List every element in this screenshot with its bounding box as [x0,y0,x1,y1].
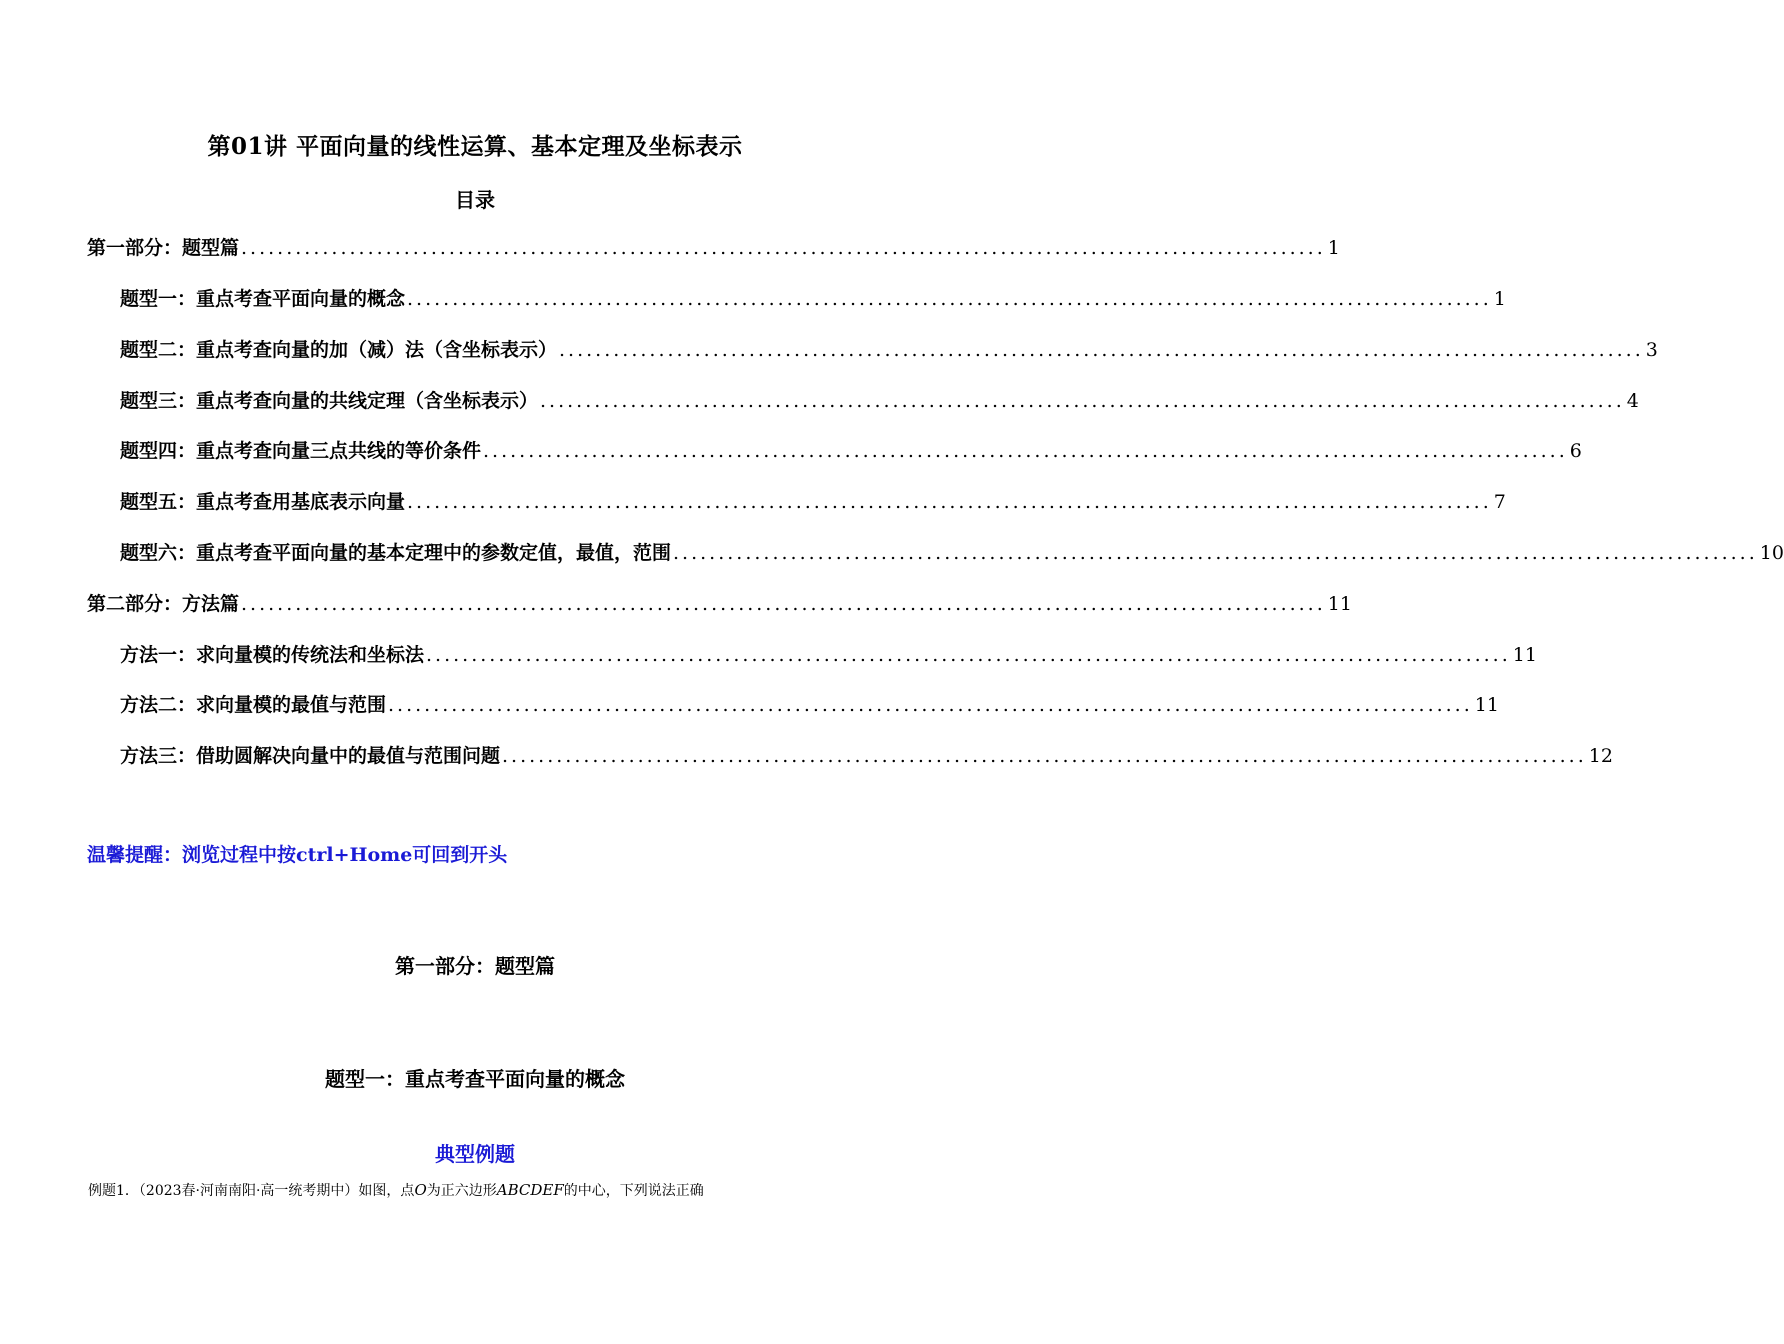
toc-leader-dots: ........................................................................................................................ [483,440,1568,462]
toc-entry-label: 题型六：重点考查平面向量的基本定理中的参数定值，最值，范围 [120,542,672,564]
example-1-text [88,1180,868,1200]
toc-entry-label: 题型一：重点考查平面向量的概念 [120,288,406,310]
toc-entry-page: 3 [1645,339,1658,361]
toc-entry-page: 4 [1626,390,1639,412]
toc-entry-label: 方法三：借助圆解决向量中的最值与范围问题 [120,745,501,767]
toc-entry-label: 第一部分：题型篇 [87,237,240,259]
toc-entry-label: 题型五：重点考查用基底表示向量 [120,491,406,513]
toc-entry-label: 题型三：重点考查向量的共线定理（含坐标表示） [120,390,539,412]
typical-examples-heading: 典型例题 [435,1142,515,1166]
example-prefix: 例题1．（2023春·河南南阳·高一统考期中）如图，点 [88,1183,415,1199]
navigation-tip: 温馨提醒：浏览过程中按ctrl+Home可回到开头 [87,844,508,866]
toc-entry-type-1[interactable] [120,284,1506,314]
toc-entry-part-two[interactable] [87,589,1352,619]
toc-leader-dots: ........................................................................................................................ [407,491,1492,513]
toc-entry-type-4[interactable] [120,436,1582,466]
toc-leader-dots: ........................................................................................................................ [502,745,1587,767]
toc-entry-page: 10 [1759,542,1784,564]
toc-entry-page: 1 [1493,288,1506,310]
toc-entry-label: 第二部分：方法篇 [87,593,240,615]
example-middle: 为正六边形 [426,1183,497,1199]
toc-leader-dots: ........................................................................................................................ [241,237,1326,259]
toc-leader-dots: ........................................................................................................................ [388,694,1473,716]
toc-entry-type-6[interactable] [120,538,1784,568]
toc-entry-part-one[interactable] [87,233,1340,263]
toc-heading: 目录 [455,188,495,212]
toc-leader-dots: ........................................................................................................................ [426,644,1511,666]
point-o-symbol: O [414,1181,427,1199]
toc-entry-label: 方法二：求向量模的最值与范围 [120,694,387,716]
toc-entry-label: 题型二：重点考查向量的加（减）法（含坐标表示） [120,339,558,361]
example-suffix: 的中心，下列说法正确 [563,1183,704,1199]
toc-entry-page: 7 [1493,491,1506,513]
toc-entry-label: 方法一：求向量模的传统法和坐标法 [120,644,425,666]
toc-entry-type-3[interactable] [120,386,1639,416]
toc-entry-page: 12 [1588,745,1613,767]
toc-entry-type-5[interactable] [120,487,1506,517]
toc-entry-type-2[interactable] [120,335,1658,365]
toc-entry-page: 11 [1327,593,1352,615]
section-heading-type-one: 题型一：重点考查平面向量的概念 [325,1067,625,1091]
toc-entry-page: 6 [1569,440,1582,462]
toc-leader-dots: ........................................................................................................................ [540,390,1625,412]
toc-entry-label: 题型四：重点考查向量三点共线的等价条件 [120,440,482,462]
toc-leader-dots: ........................................................................................................................ [407,288,1492,310]
toc-leader-dots: ........................................................................................................................ [673,542,1758,564]
page-title: 第01讲 平面向量的线性运算、基本定理及坐标表示 [207,133,743,160]
toc-leader-dots: ........................................................................................................................ [241,593,1326,615]
section-heading-part-one: 第一部分：题型篇 [395,954,555,978]
toc-entry-page: 1 [1327,237,1340,259]
toc-entry-method-1[interactable] [120,640,1537,670]
toc-entry-page: 11 [1512,644,1537,666]
toc-leader-dots: ........................................................................................................................ [559,339,1644,361]
hexagon-label: ABCDEF [496,1181,564,1199]
toc-entry-page: 11 [1474,694,1499,716]
toc-entry-method-2[interactable] [120,690,1499,720]
toc-entry-method-3[interactable] [120,741,1613,771]
